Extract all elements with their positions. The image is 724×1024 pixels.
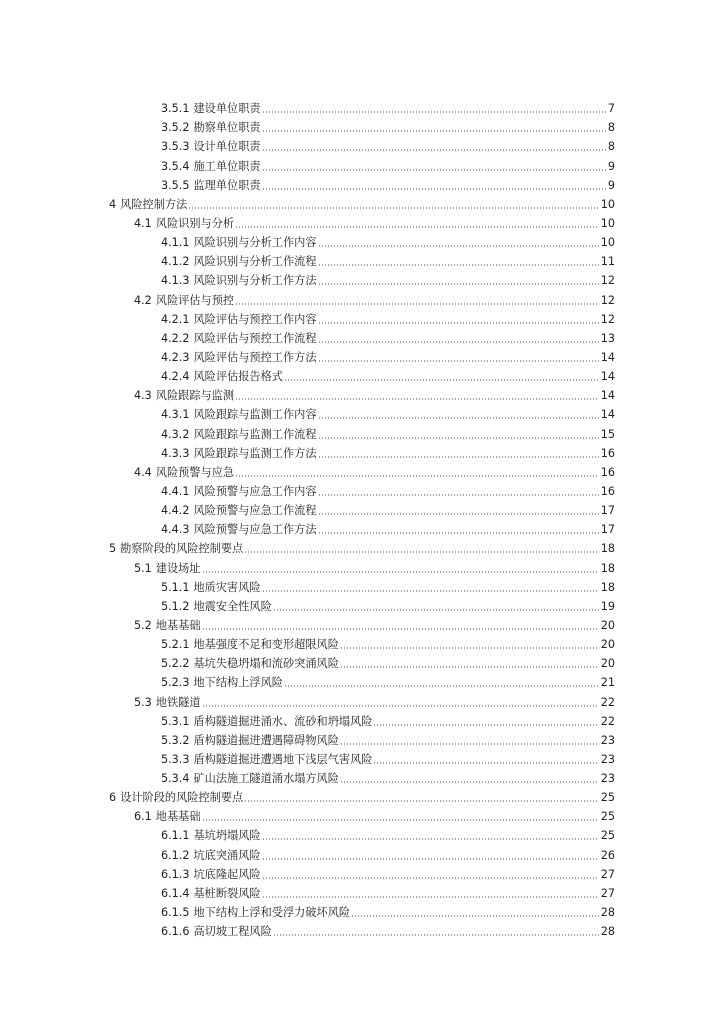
- toc-entry[interactable]: [0, 499, 724, 518]
- toc-entry-number: 5.2.3: [161, 676, 190, 690]
- toc-entry[interactable]: [0, 767, 724, 786]
- toc-entry[interactable]: [0, 748, 724, 767]
- toc-entry[interactable]: [0, 843, 724, 862]
- toc-entry-page-number: 10: [600, 236, 615, 250]
- toc-entry-number: 4.2: [134, 293, 152, 307]
- toc-leader-dots: [202, 571, 599, 573]
- toc-entry-number: 4.4.2: [161, 504, 190, 518]
- toc-leader-dots: [202, 628, 599, 630]
- toc-entry-number: 4.2.2: [161, 331, 190, 345]
- toc-leader-dots: [235, 475, 599, 477]
- toc-entry[interactable]: [0, 308, 724, 327]
- toc-entry-number: 5.3: [134, 695, 152, 709]
- toc-entry-page-number: 16: [600, 465, 615, 479]
- toc-entry[interactable]: [0, 633, 724, 652]
- toc-leader-dots: [262, 149, 606, 151]
- toc-entry[interactable]: [0, 805, 724, 824]
- toc-entry-title: 盾构隧道掘进涌水、流砂和坍塌风险: [193, 714, 373, 728]
- toc-entry-page-number: 23: [600, 733, 615, 747]
- toc-entry-title: 基桩断裂风险: [193, 886, 261, 900]
- toc-entry-title: 风险评估与预控工作内容: [193, 312, 317, 326]
- toc-entry-page-number: 16: [600, 484, 615, 498]
- toc-entry-page-number: 23: [600, 752, 615, 766]
- toc-entry[interactable]: [0, 250, 724, 269]
- toc-entry-number: 6: [109, 791, 117, 805]
- toc-entry-title: 风险预警与应急: [155, 465, 235, 479]
- toc-entry-title: 风险跟踪与监测: [155, 389, 235, 403]
- toc-entry[interactable]: [0, 231, 724, 250]
- toc-entry-title: 监理单位职责: [193, 178, 261, 192]
- toc-entry-title: 风险评估与预控工作流程: [193, 331, 317, 345]
- toc-entry-page-number: 26: [600, 848, 615, 862]
- toc-entry-title: 地下结构上浮和受浮力破坏风险: [193, 906, 351, 920]
- toc-entry[interactable]: [0, 116, 724, 135]
- toc-entry-number: 4.3: [134, 389, 152, 403]
- toc-leader-dots: [262, 838, 599, 840]
- toc-entry-number: 6.1.3: [161, 867, 190, 881]
- toc-leader-dots: [235, 398, 599, 400]
- toc-entry-number: 3.5.2: [161, 121, 190, 135]
- toc-leader-dots: [244, 800, 599, 802]
- toc-entry[interactable]: [0, 518, 724, 537]
- toc-entry[interactable]: [0, 422, 724, 441]
- toc-entry-number: 5: [109, 542, 117, 556]
- toc-entry-number: 6.1.1: [161, 829, 190, 843]
- toc-entry-number: 4.1.3: [161, 274, 190, 288]
- toc-entry-title: 勘察阶段的风险控制要点: [120, 542, 244, 556]
- toc-entry-page-number: 15: [600, 427, 615, 441]
- toc-entry-title: 风险跟踪与监测工作方法: [193, 446, 317, 460]
- toc-entry[interactable]: [0, 556, 724, 575]
- toc-entry-number: 5.1: [134, 561, 152, 575]
- toc-entry-title: 风险评估与预控工作方法: [193, 350, 317, 364]
- toc-entry-number: 5.1.1: [161, 580, 190, 594]
- toc-entry[interactable]: [0, 863, 724, 882]
- toc-entry-number: 3.5.1: [161, 102, 190, 116]
- toc-entry[interactable]: [0, 403, 724, 422]
- toc-entry-number: 4.2.3: [161, 350, 190, 364]
- toc-leader-dots: [318, 456, 599, 458]
- toc-entry-page-number: 9: [607, 178, 615, 192]
- toc-entry-number: 6.1: [134, 810, 152, 824]
- toc-entry[interactable]: [0, 901, 724, 920]
- toc-entry[interactable]: [0, 327, 724, 346]
- toc-leader-dots: [262, 130, 606, 132]
- toc-entry-page-number: 12: [600, 312, 615, 326]
- toc-entry[interactable]: [0, 193, 724, 212]
- toc-leader-dots: [340, 647, 599, 649]
- toc-entry-page-number: 28: [600, 925, 615, 939]
- toc-entry-title: 风险预警与应急工作方法: [193, 523, 317, 537]
- toc-leader-dots: [273, 609, 599, 611]
- toc-entry-title: 建设场址: [155, 561, 201, 575]
- toc-entry-number: 5.2.2: [161, 657, 190, 671]
- toc-leader-dots: [318, 322, 599, 324]
- toc-entry-number: 6.1.5: [161, 906, 190, 920]
- toc-entry-page-number: 8: [607, 140, 615, 154]
- toc-leader-dots: [318, 494, 599, 496]
- toc-entry-page-number: 22: [600, 695, 615, 709]
- toc-entry-number: 4.4: [134, 465, 152, 479]
- toc-entry-page-number: 12: [600, 274, 615, 288]
- toc-entry-title: 风险识别与分析工作流程: [193, 255, 317, 269]
- toc-leader-dots: [262, 877, 599, 879]
- table-of-contents: [0, 97, 724, 939]
- toc-entry[interactable]: [0, 97, 724, 116]
- toc-entry-page-number: 16: [600, 446, 615, 460]
- toc-entry-number: 4.3.2: [161, 427, 190, 441]
- toc-entry[interactable]: [0, 212, 724, 231]
- toc-entry-title: 风险跟踪与监测工作流程: [193, 427, 317, 441]
- toc-entry-page-number: 8: [607, 121, 615, 135]
- toc-entry-title: 设计单位职责: [193, 140, 261, 154]
- toc-entry-title: 建设单位职责: [193, 102, 261, 116]
- toc-entry-number: 5.3.4: [161, 772, 190, 786]
- toc-entry-number: 4.3.1: [161, 408, 190, 422]
- toc-entry-page-number: 10: [600, 197, 615, 211]
- toc-entry-number: 4.3.3: [161, 446, 190, 460]
- toc-entry-title: 基坑失稳坍塌和流砂突涌风险: [193, 657, 339, 671]
- toc-entry-page-number: 20: [600, 618, 615, 632]
- toc-entry-title: 矿山法施工隧道涌水塌方风险: [193, 772, 339, 786]
- toc-entry-page-number: 18: [600, 542, 615, 556]
- toc-entry-page-number: 12: [600, 293, 615, 307]
- toc-entry-title: 地下结构上浮风险: [193, 676, 283, 690]
- toc-entry-title: 基坑坍塌风险: [193, 829, 261, 843]
- toc-entry-page-number: 14: [600, 370, 615, 384]
- toc-entry-title: 风险评估与预控: [155, 293, 235, 307]
- toc-leader-dots: [284, 685, 599, 687]
- toc-entry-title: 坑底隆起风险: [193, 867, 261, 881]
- toc-leader-dots: [318, 360, 599, 362]
- toc-leader-dots: [340, 743, 599, 745]
- toc-entry-page-number: 18: [600, 561, 615, 575]
- toc-entry-title: 地震安全性风险: [193, 599, 272, 613]
- toc-entry-number: 3.5.5: [161, 178, 190, 192]
- toc-entry[interactable]: [0, 174, 724, 193]
- toc-entry-page-number: 14: [600, 408, 615, 422]
- toc-entry[interactable]: [0, 346, 724, 365]
- toc-entry[interactable]: [0, 269, 724, 288]
- toc-entry[interactable]: [0, 614, 724, 633]
- toc-entry[interactable]: [0, 461, 724, 480]
- toc-entry[interactable]: [0, 729, 724, 748]
- toc-entry-title: 风险预警与应急工作内容: [193, 484, 317, 498]
- toc-entry-title: 盾构隧道掘进遭遇地下浅层气害风险: [193, 752, 373, 766]
- toc-leader-dots: [235, 226, 599, 228]
- toc-entry-number: 6.1.6: [161, 925, 190, 939]
- toc-entry-title: 地质灾害风险: [193, 580, 261, 594]
- toc-entry[interactable]: [0, 595, 724, 614]
- toc-entry-title: 风险评估报告格式: [193, 370, 283, 384]
- toc-entry-page-number: 27: [600, 867, 615, 881]
- toc-entry[interactable]: [0, 786, 724, 805]
- toc-leader-dots: [373, 724, 598, 726]
- toc-leader-dots: [318, 513, 599, 515]
- toc-entry-title: 风险预警与应急工作流程: [193, 504, 317, 518]
- toc-entry-title: 风险识别与分析工作内容: [193, 236, 317, 250]
- toc-entry[interactable]: [0, 920, 724, 939]
- toc-leader-dots: [244, 551, 599, 553]
- toc-leader-dots: [284, 379, 599, 381]
- toc-entry-number: 4.1.2: [161, 255, 190, 269]
- toc-entry[interactable]: [0, 824, 724, 843]
- toc-entry-number: 6.1.4: [161, 886, 190, 900]
- toc-entry[interactable]: [0, 442, 724, 461]
- toc-entry-number: 5.2: [134, 618, 152, 632]
- toc-entry-title: 勘察单位职责: [193, 121, 261, 135]
- toc-entry-number: 5.1.2: [161, 599, 190, 613]
- toc-entry-title: 地基基础: [155, 810, 201, 824]
- toc-leader-dots: [202, 705, 599, 707]
- toc-entry-number: 4.4.1: [161, 484, 190, 498]
- toc-leader-dots: [202, 819, 599, 821]
- toc-entry-page-number: 9: [607, 159, 615, 173]
- toc-entry[interactable]: [0, 135, 724, 154]
- toc-leader-dots: [318, 264, 599, 266]
- toc-leader-dots: [262, 111, 606, 113]
- toc-leader-dots: [235, 303, 599, 305]
- toc-entry-title: 地铁隧道: [155, 695, 201, 709]
- toc-entry-page-number: 27: [600, 886, 615, 900]
- toc-entry-number: 5.3.2: [161, 733, 190, 747]
- toc-leader-dots: [318, 417, 599, 419]
- toc-leader-dots: [340, 781, 599, 783]
- toc-entry-title: 地基强度不足和变形超限风险: [193, 638, 339, 652]
- toc-leader-dots: [318, 245, 599, 247]
- toc-entry-number: 6.1.2: [161, 848, 190, 862]
- toc-entry-number: 3.5.4: [161, 159, 190, 173]
- toc-entry-page-number: 10: [600, 216, 615, 230]
- toc-entry[interactable]: [0, 384, 724, 403]
- toc-entry-number: 5.3.3: [161, 752, 190, 766]
- toc-entry-number: 4: [109, 197, 117, 211]
- toc-entry-number: 4.1: [134, 216, 152, 230]
- toc-leader-dots: [262, 858, 599, 860]
- toc-entry[interactable]: [0, 882, 724, 901]
- toc-entry-page-number: 18: [600, 580, 615, 594]
- toc-entry-title: 地基基础: [155, 618, 201, 632]
- toc-entry-title: 盾构隧道掘进遭遇障碍物风险: [193, 733, 339, 747]
- toc-entry-page-number: 23: [600, 772, 615, 786]
- toc-entry[interactable]: [0, 480, 724, 499]
- toc-leader-dots: [340, 666, 599, 668]
- toc-entry-page-number: 11: [600, 255, 615, 269]
- toc-entry-page-number: 17: [600, 523, 615, 537]
- toc-entry-page-number: 13: [600, 331, 615, 345]
- toc-entry[interactable]: [0, 365, 724, 384]
- toc-entry[interactable]: [0, 288, 724, 307]
- toc-entry-page-number: 17: [600, 504, 615, 518]
- toc-leader-dots: [318, 341, 599, 343]
- toc-entry-title: 风险控制方法: [120, 197, 188, 211]
- toc-entry[interactable]: [0, 690, 724, 709]
- toc-entry[interactable]: [0, 710, 724, 729]
- toc-entry[interactable]: [0, 652, 724, 671]
- toc-entry[interactable]: [0, 537, 724, 556]
- toc-entry-title: 坑底突涌风险: [193, 848, 261, 862]
- toc-entry-page-number: 25: [600, 829, 615, 843]
- toc-leader-dots: [262, 188, 606, 190]
- toc-entry-page-number: 28: [600, 906, 615, 920]
- toc-entry-page-number: 7: [607, 102, 615, 116]
- toc-entry-number: 4.2.1: [161, 312, 190, 326]
- toc-entry-title: 风险识别与分析: [155, 216, 235, 230]
- toc-entry[interactable]: [0, 671, 724, 690]
- toc-leader-dots: [188, 207, 598, 209]
- toc-entry-number: 5.3.1: [161, 714, 190, 728]
- toc-leader-dots: [262, 169, 606, 171]
- toc-entry-number: 4.4.3: [161, 523, 190, 537]
- toc-entry-number: 5.2.1: [161, 638, 190, 652]
- toc-leader-dots: [262, 590, 599, 592]
- toc-entry-page-number: 14: [600, 389, 615, 403]
- toc-entry-number: 4.2.4: [161, 370, 190, 384]
- toc-entry-title: 高切坡工程风险: [193, 925, 272, 939]
- toc-entry-page-number: 21: [600, 676, 615, 690]
- toc-entry-title: 风险跟踪与监测工作内容: [193, 408, 317, 422]
- toc-entry-title: 风险识别与分析工作方法: [193, 274, 317, 288]
- toc-entry-page-number: 14: [600, 350, 615, 364]
- toc-entry-page-number: 22: [600, 714, 615, 728]
- toc-entry-number: 4.1.1: [161, 236, 190, 250]
- toc-leader-dots: [318, 532, 599, 534]
- toc-leader-dots: [318, 437, 599, 439]
- toc-leader-dots: [373, 762, 598, 764]
- toc-entry-page-number: 25: [600, 791, 615, 805]
- toc-leader-dots: [273, 934, 599, 936]
- toc-entry-page-number: 20: [600, 657, 615, 671]
- toc-entry-page-number: 20: [600, 638, 615, 652]
- toc-entry-page-number: 19: [600, 599, 615, 613]
- toc-entry-page-number: 25: [600, 810, 615, 824]
- toc-leader-dots: [318, 283, 599, 285]
- toc-leader-dots: [262, 896, 599, 898]
- toc-entry-title: 设计阶段的风险控制要点: [120, 791, 244, 805]
- toc-entry[interactable]: [0, 154, 724, 173]
- toc-entry-title: 施工单位职责: [193, 159, 261, 173]
- toc-entry[interactable]: [0, 576, 724, 595]
- toc-entry-number: 3.5.3: [161, 140, 190, 154]
- toc-leader-dots: [351, 915, 599, 917]
